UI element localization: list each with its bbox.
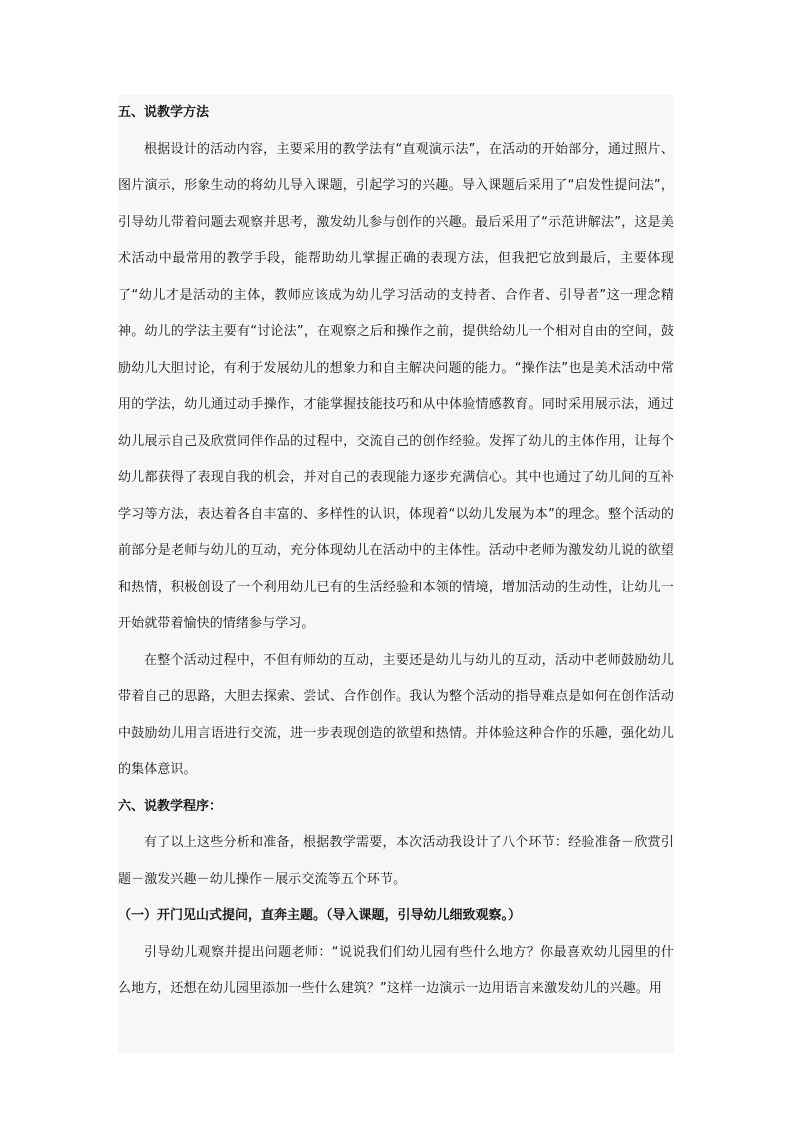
- section-heading-teaching-procedure: 六、说教学程序：: [118, 798, 223, 814]
- paragraph-interaction: 在整个活动过程中，不但有师幼的互动，主要还是幼儿与幼儿的互动，活动中老师鼓励幼儿带着自己的思路，大胆去探索、尝试、合作创作。我认为整个活动的指导难点是如何在创作活动中鼓励幼儿用言语进行交流，进一步表现创造的欲望和热情。并体验这种合作的乐趣，强化幼儿的集体意识。: [118, 652, 674, 777]
- section-heading-teaching-methods: 五、说教学方法: [118, 105, 210, 120]
- paragraph-procedure-overview: 有了以上这些分析和准备，根据教学需要，本次活动我设计了八个环节：经验准备－欣赏引题－激发兴趣－幼儿操作－展示交流等五个环节。: [118, 835, 674, 887]
- paragraph-teaching-methods: 根据设计的活动内容，主要采用的教学法有“直观演示法”，在活动的开始部分，通过照片、图片演示，形象生动的将幼儿导入课题，引起学习的兴趣。导入课题后采用了“启发性提问法”，引导幼儿带着问题去观察并思考，激发幼儿参与创作的兴趣。最后采用了“示范讲解法”，这是美术活动中最常用的教学手段，能帮助幼儿掌握正确的表现方法，但我把它放到最后，主要体现了“幼儿才是活动的主体，教师应该成为幼儿学习活动的支持者、合作者、引导者”这一理念精神。幼儿的学法主要有“讨论法”，在观察之后和操作之前，提供给幼儿一个相对自由的空间，鼓励幼儿大胆讨论，有利于发展幼儿的想象力和自主解决问题的能力。“操作法”也是美术活动中常用的学法，幼儿通过动手操作，才能掌握技能技巧和从中体验情感教育。同时采用展示法，通过幼儿展示自己及欣赏同伴作品的过程中，交流自己的创作经验。发挥了幼儿的主体作用，让每个幼儿都获得了表现自我的机会，并对自己的表现能力逐步充满信心。其中也通过了幼儿间的互补学习等方法，表达着各自丰富的、多样性的认识，体现着“以幼儿发展为本”的理念。整个活动的前部分是老师与幼儿的互动，充分体现幼儿在活动中的主体性。活动中老师为激发幼儿说的欲望和热情，积极创设了一个利用幼儿已有的生活经验和本领的情境，增加活动的生动性，让幼儿一开始就带着愉快的情绪参与学习。: [118, 141, 674, 631]
- subsection-heading-opening-question: （一）开门见山式提问，直奔主题。（导入课题，引导幼儿细致观察。）: [118, 908, 522, 923]
- paragraph-opening-question: 引导幼儿观察并提出问题老师：“说说我们们幼儿园有些什么地方？你最喜欢幼儿园里的什么地方，还想在幼儿园里添加一些什么建筑？”这样一边演示一边用语言来激发幼儿的兴趣。用: [118, 944, 674, 996]
- document-body: [118, 95, 674, 1008]
